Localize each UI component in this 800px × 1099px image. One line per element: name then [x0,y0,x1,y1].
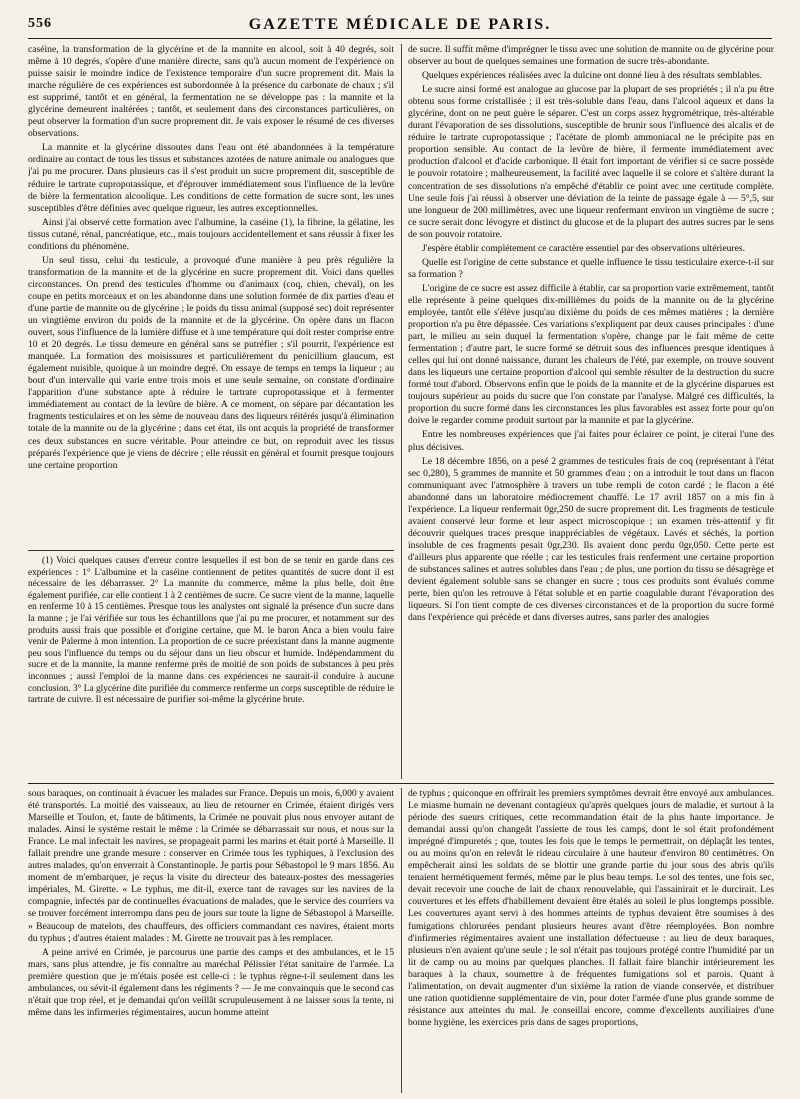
section-divider [28,783,774,784]
footnote-text: (1) Voici quelques causes d'erreur contre lesquelles il est bon de se tenir en garde dans ces expériences : 1° L'albumine et la caséine contiennent de petites quantités de sucre dont il est nécessaire de les débarrasser. 2° La mannite du commerce, même la plus belle, doit être également purifiée, car elle contient 1 à 2 centièmes de sucre. Ce sucre vient de la manne, laquelle en renferme 10 à 15 centièmes. Presque tous les analystes ont signalé la présence d'un sucre dans la manne ; je l'ai vérifiée sur tous les échantillons que j'ai pu me procurer, et notamment sur des produits aussi frais que possible et d'origine certaine, que M. le baron Anca a bien voulu faire venir de Palerme à mon intention. La proportion de ce sucre préexistant dans la manne augmente peu sous l'influence du temps ou du séjour dans un lieu obscur et humide. Indépendamment du sucre et de la mannite, la manne renferme près de moitié de son poids de substances à peu près inconnues ; aussi l'emploi de la manne dans ces expériences ne saurait-il conduire à aucune conclusion. 3° La glycérine dite purifiée du commerce renferme un corps susceptible de réduire le tartrate de cuivre. Il est nécessaire de purifier soi-même la glycérine brute. [28,556,394,706]
column-divider [401,788,402,1093]
paragraph: A peine arrivé en Crimée, je parcourus une partie des camps et des ambulances, et le 15 mars, sans plus attendre, je fis connaître au maréchal Pélissier l'état sanitaire de l'armée. La première question que je m'étais posée est celle-ci : le typhus règne-t-il seulement dans les ambulances, ou sévit-il également dans les régiments ? — Je me convainquis que le second cas n'était que trop réel, et je demandai qu'on veillât scrupuleusement à ne laisser sous la tente, ni même dans les infirmeries régimentaires, aucun homme atteint [28,946,394,1018]
paragraph: de sucre. Il suffit même d'imprégner le tissu avec une solution de mannite ou de glycérine pour observer au bout de quelques semaines une formation de sucre très-abondante. [408,44,774,68]
paragraph: Un seul tissu, celui du testicule, a provoqué d'une manière à peu près régulière la transformation de la mannite et de la glycérine en sucre proprement dit. Voici dans quelles circonstances. On prend des testicules d'homme ou d'animaux (coq, chien, cheval), on les coupe en petits morceaux et on les abandonne dans une solution formée de dix parties d'eau et d'une partie de mannite ou de glycérine ; le poids du tissu animal (supposé sec) doit représenter un vingtième environ du poids de la mannite et de la glycérine. On opère dans un flacon ouvert, sous l'influence de la lumière diffuse et à une température qui doit rester comprise entre 10 et 20 degrés. Le tissu demeure en général sans se putréfier ; s'il pourrit, l'expérience est manquée. La formation des moisissures et particulièrement du penicillium glaucum, est également nuisible, quoique à un moindre degré. On essaye de temps en temps la liqueur ; au bout d'un intervalle qui varie entre trois mois et une seule semaine, on constate d'ordinaire l'apparition d'une substance apte à réduire le tartrate cupropotassique et à fermenter immédiatement au contact de la levûre de bière. A ce moment, on sépare par décantation les fragments testiculaires et on les sème de nouveau dans des liqueurs réitérés jusqu'à élimination totale de la mannite ou de la glycérine ; dans cet état, ils ont acquis la propriété de transformer ces deux substances en sucre véritable. Pour atteindre ce but, on reproduit avec les tissus préparés l'expérience que je viens de décrire ; elle réussit en général et fournit presque toujours une certaine proportion [28,254,394,471]
paragraph: L'origine de ce sucre est assez difficile à établir, car sa proportion varie extrêmement, tantôt elle représente à peine quelques dix-millièmes du poids de la mannite ou de la glycérine employée, tantôt elle s'élève jusqu'au dixième du poids de ces mêmes matières ; la dernière proportion n'a pu être dépassée. Ces variations s'expliquent par deux causes principales : d'une part, le milieu au sein duquel la fermentation s'opère, change par le fait même de cette fermentation ; d'autre part, le sucre formé se détruit sous des influences presque identiques à celles qui lui ont donné naissance, durant les chaleurs de l'été, par exemple, on trouve souvent dans les liqueurs une certaine proportion d'alcool qui semble résulter de la destruction du sucre formé tout d'abord. Observons enfin que le poids de la mannite et de la glycérine disparues est toujours supérieur au poids du sucre que l'on constate par l'analyse. Malgré ces difficultés, la proportion du sucre formé dans les circonstances les plus favorables est assez forte pour qu'on doive le regarder comme produit surtout par la mannite et par la glycérine. [408,282,774,427]
article-column-top-right [408,44,774,779]
paragraph: sous baraques, on continuait à évacuer les malades sur France. Depuis un mois, 6,000 y avaient été transportés. La moitié des vaisseaux, au lieu de retourner en Crimée, étaient dirigés vers Marseille et Toulon, et, faute de bâtiments, la Crimée ne pouvait plus nous envoyer autant de malades. Ainsi le système restait le même : la Crimée se débarrassait sur nous, et nous sur la France. Le mal infectait les navires, se propageait parmi les marins et était porté à Marseille. Il fallait prendre une grande mesure : conserver en Crimée tous les typhiques, à l'exclusion des autres malades, qu'on enverrait à Constantinople. Je partis pour Sébastopol le 9 mars 1856. Au moment de m'embarquer, je reçus la visite du directeur des bateaux-postes des messageries impériales, M. Girette. « Le typhus, me dit-il, exerce tant de ravages sur les navires de la compagnie, infectés par de continuelles évacuations de malades, que le service des courriers va se trouver forcément interrompu dans peu de jours sur toute la ligne de Sébastopol à Marseille. » Beaucoup de matelots, des chauffeurs, des officiers commandant ces navires, étaient morts du typhus ; d'autres étaient malades : M. Girette ne trouvait pas à les remplacer. [28,788,394,944]
article-column-bottom-left [28,788,394,1093]
paragraph: de typhus ; quiconque en offrirait les premiers symptômes devrait être envoyé aux ambulances. Le miasme humain ne devenant contagieux qu'après quelques jours de maladie, et surtout à la période des sueurs critiques, cette recommandation était de la plus haute importance. Je demandai aussi qu'on changeât l'assiette de tous les camps, dont le sol était profondément imprégné d'impuretés ; que, toutes les fois que le temps le permettrait, on déplaçât les tentes, ou au moins qu'on en relevât le rideau circulaire à une hauteur d'environ 80 centimètres. On empêcherait ainsi les soldats de se blottir une grande partie du jour sous des abris qu'ils tenaient hermétiquement fermés, même par le plus beau temps. Le sol des tentes, une fois sec, devait recevoir une couche de lait de chaux renouvelable, qui l'assainirait et le durcirait. Les couvertures et les effets d'habillement devaient être étalés au soleil le plus longtemps possible. Les couvertures ayant servi à des hommes atteints de typhus devaient être soumises à des fumigations chlorurées pendant plusieurs heures avant d'être réemployées. Bon nombre d'infirmeries régimentaires avaient une installation défectueuse : au lieu de deux baraques, plusieurs n'en avaient qu'une seule ; le sol n'était pas toujours protégé contre l'humidité par un lit de camp ou au moins par quelques planches. Il fallait faire blanchir intérieurement les baraques à la chaux, soumettre à de fréquentes fumigations sol et parois. Quant à l'alimentation, on devait augmenter d'un sixième la ration de viande conservée, et distribuer une ration quotidienne supplémentaire de vin, pour doter l'armée d'une plus grande somme de résistance aux atteintes du mal. Je conseillai encore, comme d'excellents auxiliaires d'une bonne hygiène, les exercices pris dans de sages proportions, [408,788,774,1028]
paragraph: Quelle est l'origine de cette substance et quelle influence le tissu testiculaire exerce-t-il sur sa formation ? [408,256,774,280]
paragraph: J'espère établir complétement ce caractère essentiel par des observations ultérieures. [422,242,745,254]
paragraph: Quelques expériences réalisées avec la dulcine ont donné lieu à des résultats semblables. [422,70,763,82]
footnote [28,556,394,779]
paragraph: Entre les nombreuses expériences que j'ai faites pour éclairer ce point, je citerai l'une des plus décisives. [408,429,774,453]
paragraph: caséine, la transformation de la glycérine et de la mannite en alcool, soit à 40 degrés, soit même à 10 degrés, s'opère d'une manière directe, sans qu'à aucun moment de l'expérience on puisse saisir le moindre indice de l'existence temporaire d'un sucre proprement dit. Mais la marche régulière de ces expériences est subordonnée à la présence du carbonate de chaux ; s'il est supprimé, tantôt et en général, la fermentation ne se développe pas : la mannite et la glycérine demeurent inaltérées ; tantôt, et seulement dans des circonstances particulières, on peut observer la formation d'un sucre proprement dit. Je vais exposer le résumé de ces diverses observations. [28,44,394,140]
journal-title: GAZETTE MÉDICALE DE PARIS. [248,16,552,33]
column-divider [401,44,402,779]
page-number: 556 [28,16,52,31]
paragraph: Le 18 décembre 1856, on a pesé 2 grammes de testicules frais de coq (représentant à l'état sec 0,280), 5 grammes de mannite et 50 grammes d'eau ; on a introduit le tout dans un flacon communiquant avec l'atmosphère à travers un tube rempli de coton cardé ; le flacon a été abandonné dans un laboratoire médiocrement chauffé. Le 17 avril 1857 on a mis fin à l'expérience. La liqueur renfermait 0gr,250 de sucre proprement dit. Les fragments de testicule avaient conservé leur forme et leur aspect microscopique ; un examen très-attentif y fit découvrir quelques traces presque inappréciables de végétaux. Lavés et séchés, la portion insoluble de ces fragments pesait 0gr,230. Ils avaient donc perdu 0gr,050. Cette perte est d'ailleurs plus apparente que réelle ; car les testicules frais renferment une certaine proportion de substances salines et autres solubles dans l'eau ; de plus, une portion du tissu se désagrège et devient également soluble sans se changer en sucre ; tous ces produits sont évalués comme perte, bien qu'on les retrouve à l'état soluble et en partie coagulable durant l'évaporation des liqueurs. Si l'on tient compte de ces diverses circonstances et de la proportion du sucre formé dans l'expérience qui précède et dans diverses autres, sans parler des analogies [408,455,774,624]
paragraph: Ainsi j'ai observé cette formation avec l'albumine, la caséine (1), la fibrine, la gélatine, les tissus cutané, rénal, pancréatique, etc., mais toujours accidentellement et sans réussir à fixer les conditions du phénomène. [28,216,394,252]
page-header [28,12,772,39]
paragraph: La mannite et la glycérine dissoutes dans l'eau ont été abandonnées à la température ordinaire au contact de tous les tissus et substances azotées de nature animale ou analogues que j'ai pu me procurer. Dans plusieurs cas il s'est produit un sucre proprement dit, susceptible de réduire le tartrate cupropotassique, et d'éprouver immédiatement sous l'influence de la levûre de bière la fermentation alcoolique. Les conditions de cette formation de sucre sont, les unes susceptibles d'être définies avec quelque rigueur, les autres exceptionnelles. [28,142,394,214]
article-column-bottom-right [408,788,774,1093]
article-column-top-left [28,44,394,544]
footnote-divider [28,550,394,551]
paragraph: Le sucre ainsi formé est analogue au glucose par la plupart de ses propriétés ; il n'a pu être obtenu sous forme cristallisée ; il est très-soluble dans l'eau, dans l'alcool aqueux et dans la glycérine, dont on ne peut guère le séparer. C'est un corps assez hygrométrique, très-altérable durant l'évaporation de ses dissolutions, susceptible de brunir sous l'influence des alcalis et de réduire le tartrate cupropotassique ; l'acétate de plomb ammoniacal ne le précipite pas en proportion sensible. Au contact de la levûre de bière, il fermente immédiatement avec production d'alcool et d'acide carbonique. Il était fort important de vérifier si ce sucre possède le pouvoir rotatoire ; malheureusement, la facilité avec laquelle il se colore et s'altère durant la concentration de ses dissolutions n'a empêché d'établir ce point avec une certitude complète. Une seule fois j'ai réussi à observer une déviation de la teinte de passage égale à — 5°,5, sur une longueur de 200 millimètres, avec une liqueur renfermant environ un vingtième de sucre ; ce sucre serait donc lévogyre et distinct du glucose et de la plupart des autres sucres par le sens de son pouvoir rotatoire. [408,84,774,240]
